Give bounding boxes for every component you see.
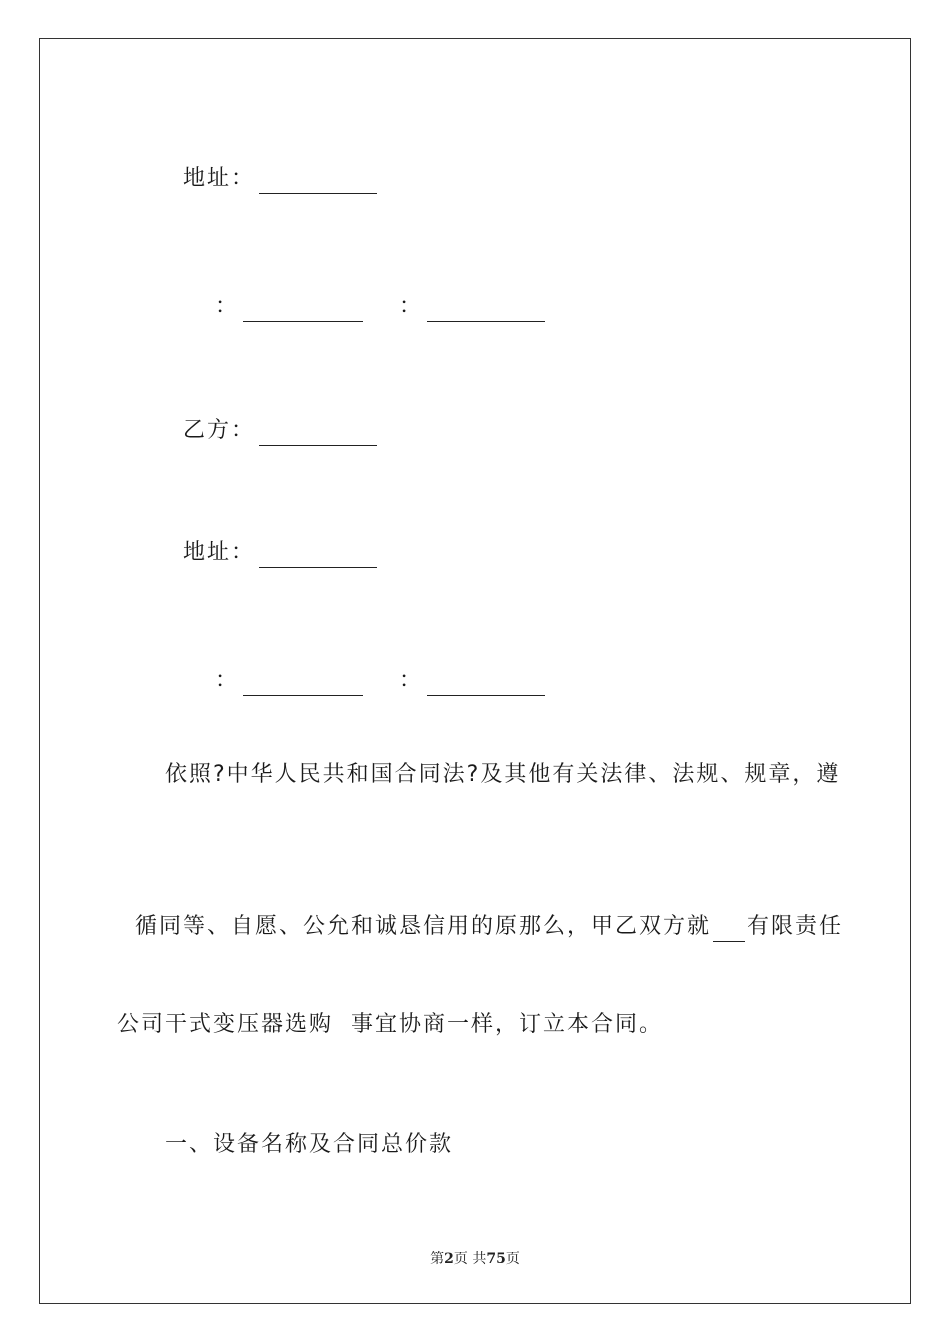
company-blank [713, 919, 745, 942]
footer-suffix: 页 [505, 1251, 520, 1267]
contact-blank-2 [427, 673, 545, 696]
party-a-address-line [165, 134, 377, 194]
party-b-name-line [165, 386, 377, 446]
footer-total-pages: 75 [486, 1251, 506, 1267]
body-paragraph-line-2 [117, 882, 843, 942]
contact-colon-2: ： [399, 294, 424, 319]
contact-blank-1 [243, 299, 363, 322]
address-blank [259, 171, 377, 194]
body-line-2-after: 有限责任 [747, 914, 844, 939]
address-label: 地址： [183, 166, 256, 191]
party-a-contact-line [197, 262, 545, 322]
body-line-2-before: 循同等、自愿、公允和诚恳信用的原那么，甲乙双方就 [135, 914, 712, 939]
footer-mid: 页 共 [453, 1251, 487, 1267]
section-1-title: 一、设备名称及合同总价款 [165, 1132, 454, 1157]
contact-colon-2: ： [399, 668, 424, 693]
party-b-blank [259, 423, 377, 446]
contact-blank-1 [243, 673, 363, 696]
party-b-contact-line [197, 636, 545, 696]
contact-colon-1: ： [215, 294, 240, 319]
address-label: 地址： [183, 540, 256, 565]
contact-colon-1: ： [215, 668, 240, 693]
page-footer [0, 1248, 950, 1268]
footer-page-number: 2 [444, 1251, 454, 1267]
address-blank [259, 545, 377, 568]
contact-blank-2 [427, 299, 545, 322]
party-b-label: 乙方： [183, 418, 256, 443]
body-paragraph-line-1: 依照?中华人民共和国合同法?及其他有关法律、法规、规章，遵 [165, 762, 841, 787]
body-paragraph-line-3: 公司干式变压器选购 事宜协商一样，订立本合同。 [117, 1012, 663, 1037]
footer-prefix: 第 [430, 1251, 445, 1267]
party-b-address-line [165, 508, 377, 568]
